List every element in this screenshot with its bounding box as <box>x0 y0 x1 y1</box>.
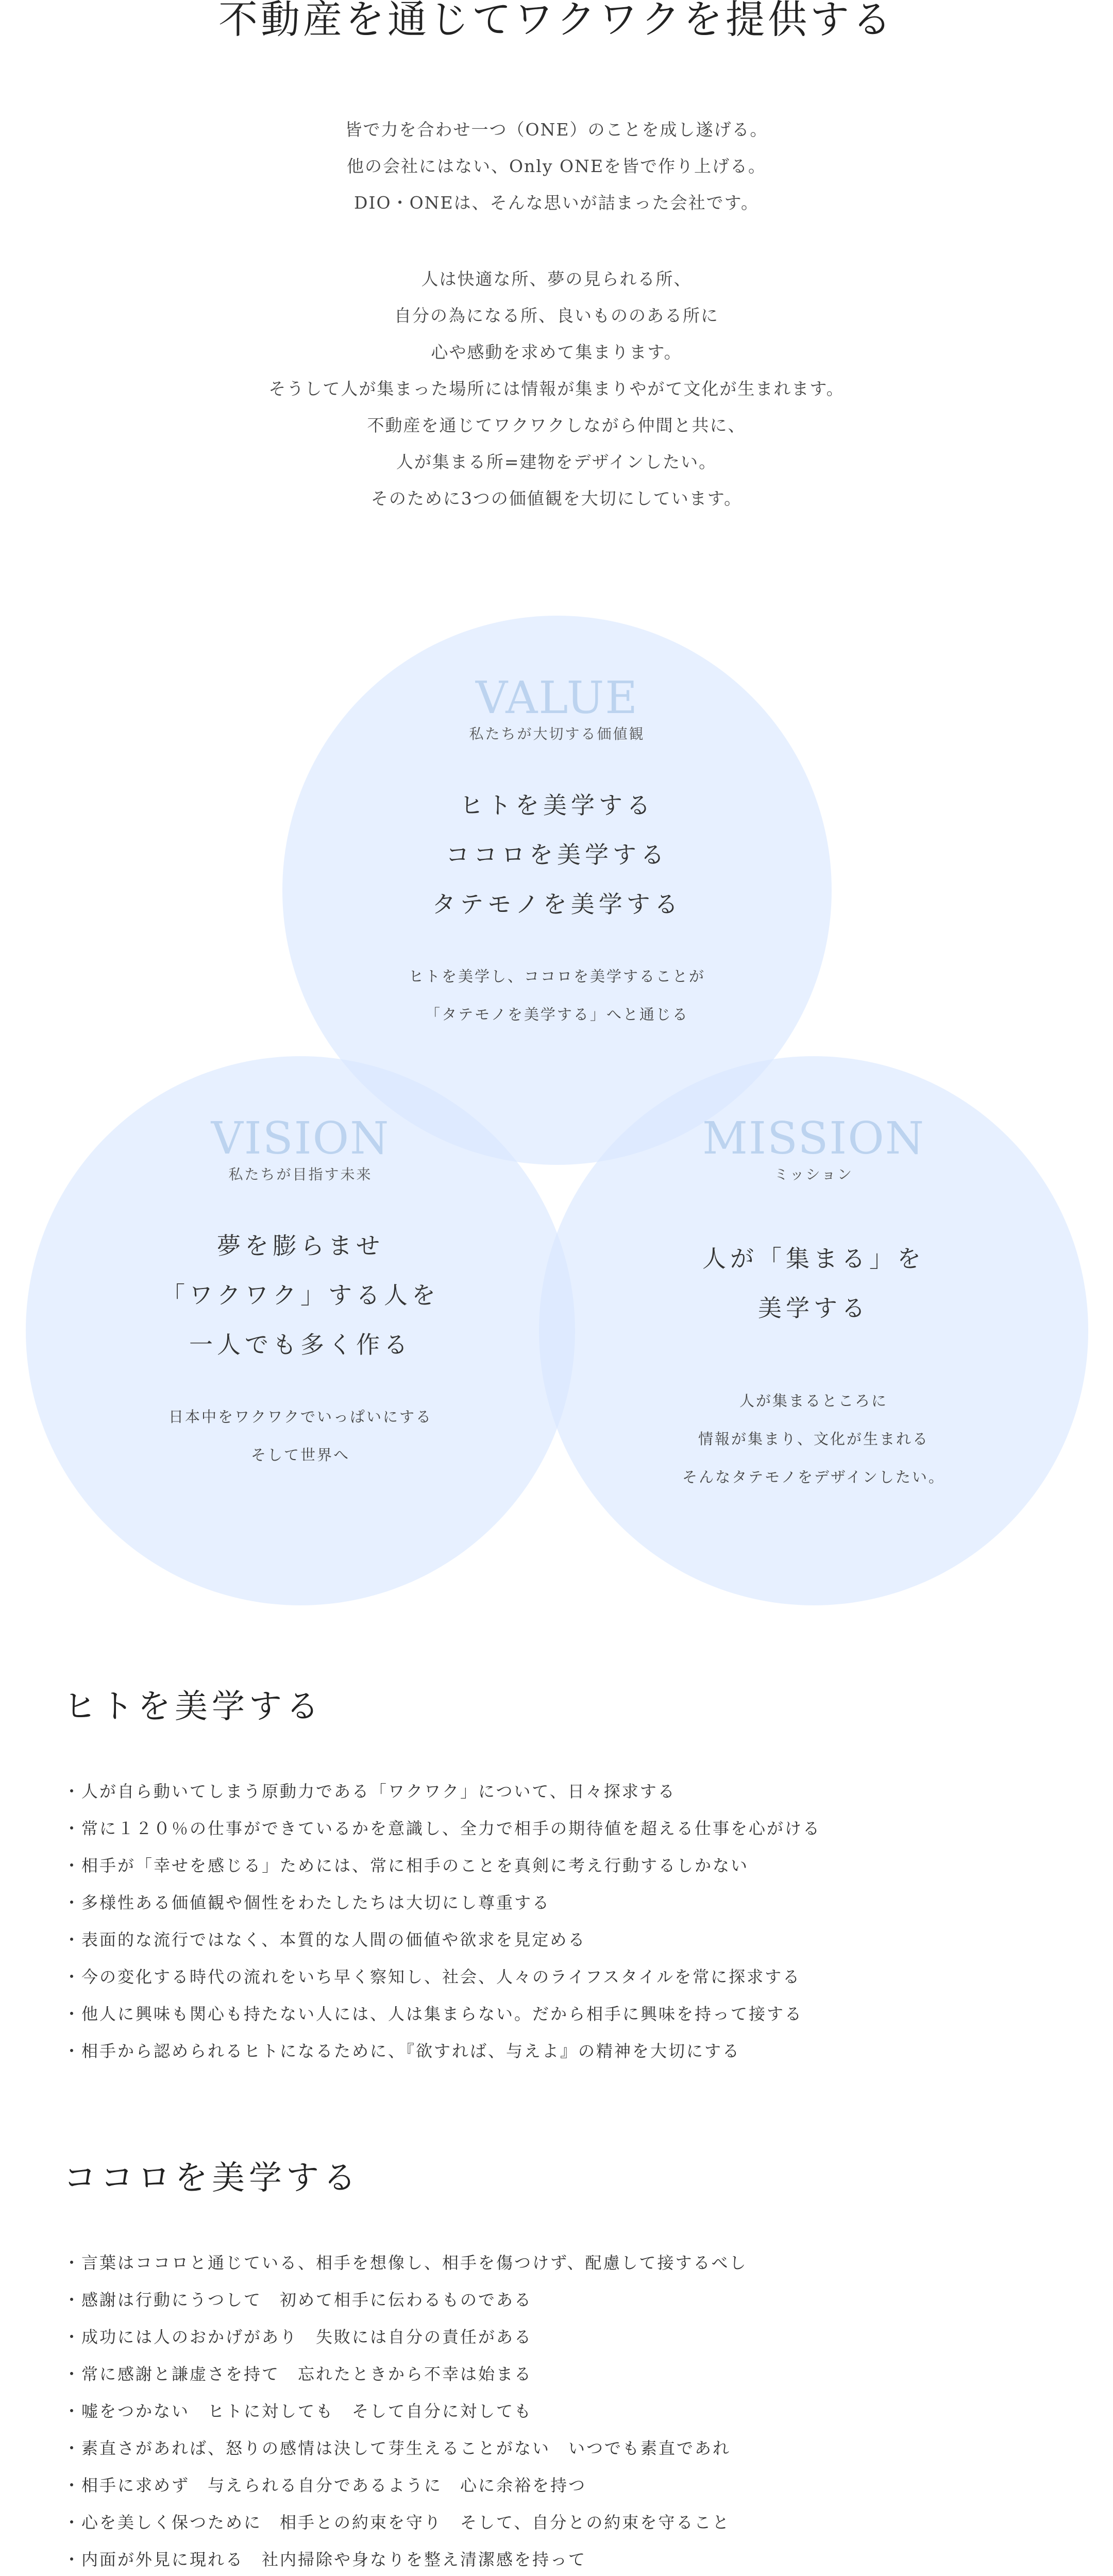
list-item: ・ 常に感謝と謙虚さを持て 忘れたときから不幸は始まる <box>63 2355 1068 2393</box>
intro-line: 他の会社にはない、Only ONEを皆で作り上げる。 <box>346 156 766 176</box>
list-item: ・ 常に１２０％の仕事ができているかを意識し、全力で相手の期待値を超える仕事を心がける <box>63 1810 1068 1847</box>
vision-desc <box>26 1398 575 1474</box>
value-main-line: ヒトを美学する <box>460 791 654 819</box>
hito-section <box>63 1682 1068 2070</box>
list-item: ・ 相手から認められるヒトになるために、『欲すれば、与えよ』の精神を大切にする <box>63 2032 1068 2070</box>
intro-line: 自分の為になる所、良いもののある所に <box>394 306 719 326</box>
vision-main-line: 一人でも多く作る <box>189 1331 412 1359</box>
intro-line: 人は快適な所、夢の見られる所、 <box>421 269 692 289</box>
page-title: 不動産を通じてワクワクを提供する <box>218 0 895 42</box>
mission-main-line: 人が「集まる」を <box>702 1245 925 1273</box>
intro-line: 人が集まる所=建物をデザインしたい。 <box>396 452 717 472</box>
value-title: VALUE <box>475 672 639 724</box>
mission-desc-line: 情報が集まり、文化が生まれる <box>698 1430 929 1448</box>
list-item: ・ 感謝は行動にうつして 初めて相手に伝わるものである <box>63 2281 1068 2318</box>
value-desc-line: ヒトを美学し、ココロを美学することが <box>408 968 705 985</box>
intro-line: 心や感動を求めて集まります。 <box>431 342 682 362</box>
intro-line: 不動産を通じてワクワクしながら仲間と共に、 <box>367 415 746 435</box>
value-desc <box>282 957 832 1033</box>
mission-main-line: 美学する <box>758 1294 869 1322</box>
mission-desc-line: そんなタテモノをデザインしたい。 <box>682 1468 945 1486</box>
hito-list <box>63 1773 1068 2070</box>
value-main <box>282 781 832 929</box>
list-item: ・ 内面が外見に現れる 社内掃除や身なりを整え清潔感を持って <box>63 2541 1068 2576</box>
value-desc-line: 「タテモノを美学する」へと通じる <box>425 1006 689 1023</box>
list-item: ・ 他人に興味も関心も持たない人には、人は集まらない。だから相手に興味を持って接する <box>63 1995 1068 2032</box>
list-item: ・ 素直さがあれば、怒りの感情は決して芽生えることがない いつでも素直であれ <box>63 2430 1068 2467</box>
mission-main <box>539 1234 1088 1333</box>
list-item: ・ 今の変化する時代の流れをいち早く察知し、社会、人々のライフスタイルを常に探求する <box>63 1958 1068 1995</box>
list-item: ・ 多様性ある価値観や個性をわたしたちは大切にし尊重する <box>63 1884 1068 1921</box>
list-item: ・ 表面的な流行ではなく、本質的な人間の価値や欲求を見定める <box>63 1921 1068 1958</box>
list-item: ・ 相手に求めず 与えられる自分であるように 心に余裕を持つ <box>63 2467 1068 2504</box>
value-main-line: ココロを美学する <box>446 841 668 869</box>
value-block <box>282 672 832 1033</box>
list-item: ・ 言葉はココロと通じている、相手を想像し、相手を傷つけず、配慮して接するべし <box>63 2244 1068 2281</box>
list-item: ・ 嘘をつかない ヒトに対しても そして自分に対しても <box>63 2393 1068 2430</box>
intro-paragraph-2 <box>0 261 1113 517</box>
intro-line: そうして人が集まった場所には情報が集まりやがて文化が生まれます。 <box>268 379 845 399</box>
mission-block <box>539 1113 1088 1496</box>
hito-section-title: ヒトを美学する <box>63 1682 330 1732</box>
mission-subtitle: ミッション <box>774 1166 853 1183</box>
value-main-line: タテモノを美学する <box>432 890 682 918</box>
intro-line: 皆で力を合わせ一つ（ONE）のことを成し遂げる。 <box>345 120 768 140</box>
kokoro-list <box>63 2244 1068 2576</box>
list-item: ・ 心を美しく保つために 相手との約束を守り そして、自分との約束を守ること <box>63 2504 1068 2541</box>
list-item: ・ 成功には人のおかげがあり 失敗には自分の責任がある <box>63 2318 1068 2355</box>
kokoro-section-title: ココロを美学する <box>63 2154 367 2203</box>
list-item: ・ 相手が「幸せを感じる」ためには、常に相手のことを真剣に考え行動するしかない <box>63 1847 1068 1884</box>
vision-main <box>26 1221 575 1369</box>
mission-desc-line: 人が集まるところに <box>739 1392 888 1410</box>
vision-title: VISION <box>211 1113 390 1164</box>
mission-title: MISSION <box>702 1113 925 1164</box>
intro-line: そのために3つの価値観を大切にしています。 <box>370 488 743 509</box>
value-subtitle: 私たちが大切する価値観 <box>469 725 645 742</box>
vision-main-line: 夢を膨らませ <box>217 1232 384 1260</box>
intro-paragraph-1 <box>0 111 1113 221</box>
vision-subtitle: 私たちが目指す未来 <box>228 1166 373 1183</box>
list-item: ・ 人が自ら動いてしまう原動力である「ワクワク」について、日々探求する <box>63 1773 1068 1810</box>
kokoro-section <box>63 2154 1068 2576</box>
mission-desc <box>539 1382 1088 1496</box>
vision-desc-line: 日本中をワクワクでいっぱいにする <box>168 1408 432 1426</box>
vision-main-line: 「ワクワク」する人を <box>161 1281 440 1309</box>
vision-block <box>26 1113 575 1474</box>
intro-line: DIO・ONEは、そんな思いが詰まった会社です。 <box>354 193 759 213</box>
vision-desc-line: そして世界へ <box>250 1446 350 1464</box>
